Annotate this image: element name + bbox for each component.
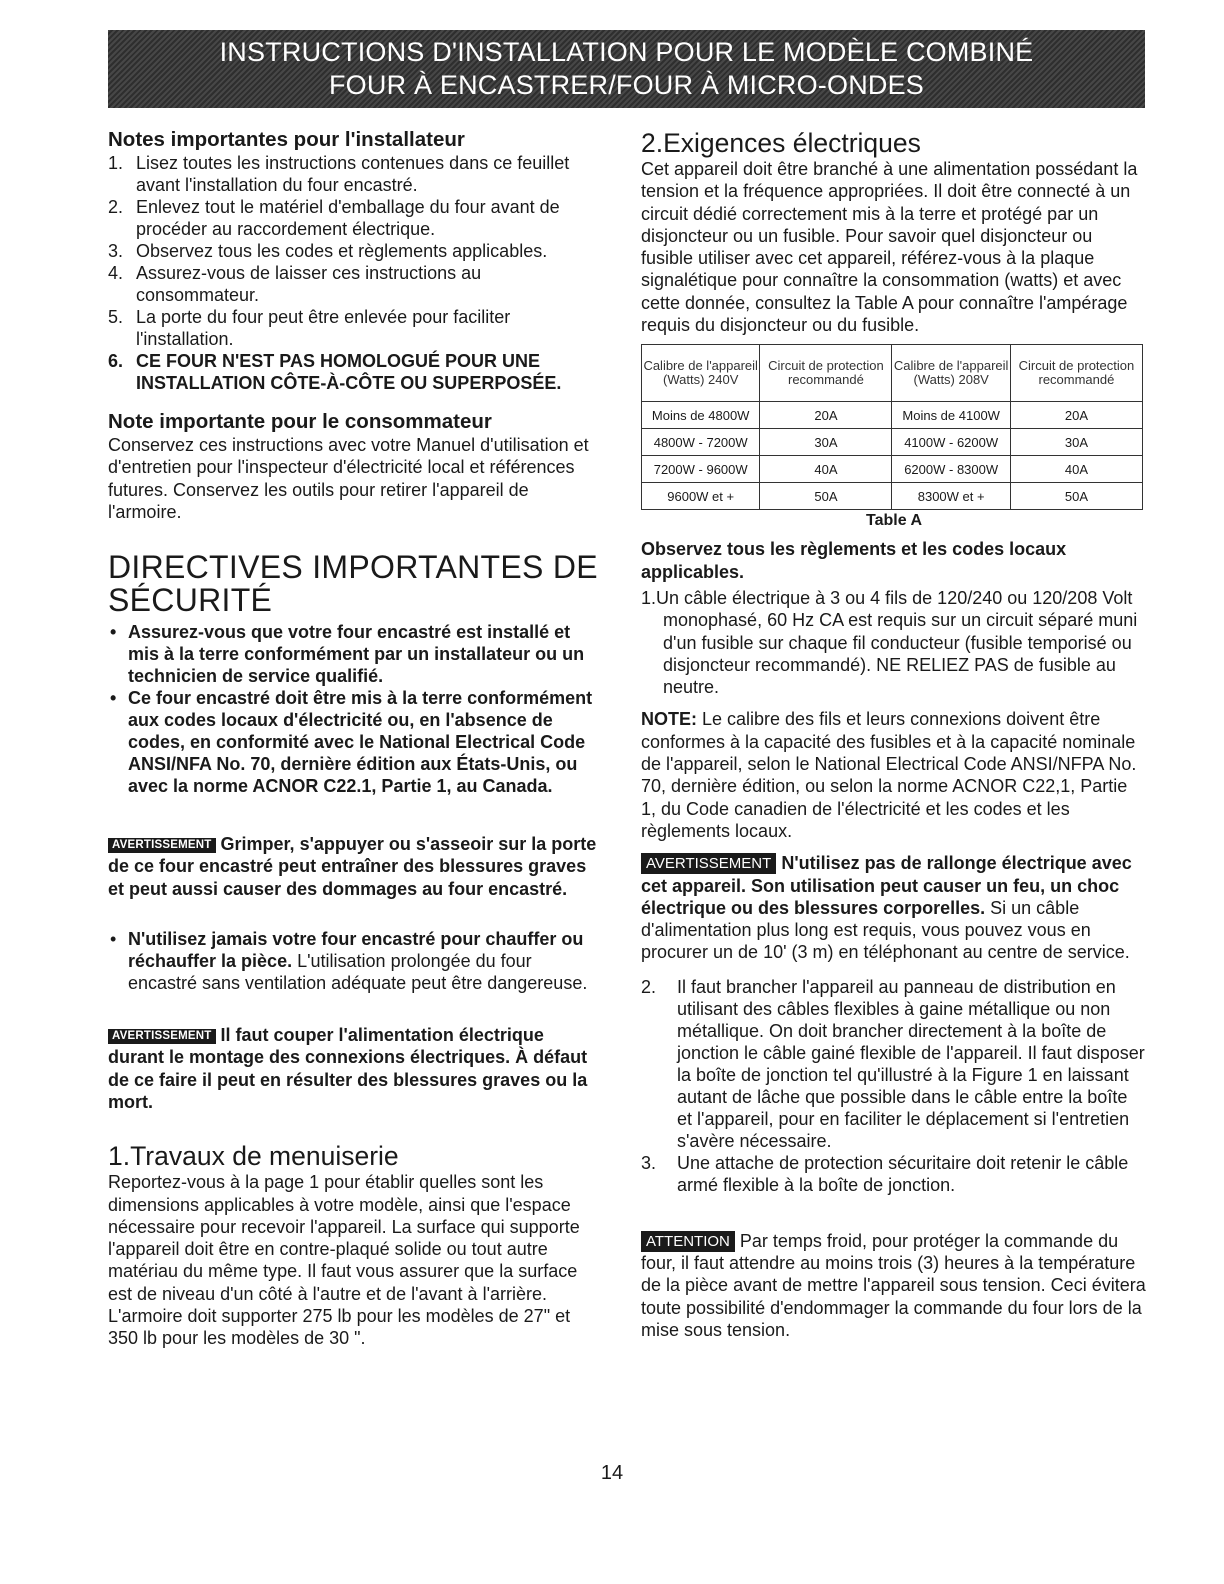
table-cell: 50A: [760, 483, 892, 510]
installer-notes-list: [108, 152, 600, 394]
consumer-note-title: Note importante pour le consommateur: [108, 410, 492, 433]
electrical-text: Cet appareil doit être branché à une alimentation possédant la tension et la fréquence appropriées. Il doit être connecté à un circuit dédié correctement mis à la terre et protégé par un disjoncteur ou un fusible. Pour savoir quel disjoncteur ou fusible utiliser avec cet appareil, référez-vous à la plaque signalétique pour connaître la consommation (watts) et avec cette donnée, consultez la Table A pour connaître l'ampérage requis du disjoncteur ou du fusible.: [641, 159, 1138, 336]
amperage-table: [641, 344, 1143, 510]
warning-door: AVERTISSEMENT Grimper, s'appuyer ou s'asseoir sur la porte de ce four encastré peut entraîner des blessures graves et peut aussi causer des dommages au four encastré.: [108, 834, 597, 899]
consumer-note-text: Conservez ces instructions avec votre Manuel d'utilisation et d'entretien pour l'inspecteur d'électricité local et références futures. Conservez les outils pour retirer l'appareil de l'armoire.: [108, 435, 589, 522]
banner-line-1: INSTRUCTIONS D'INSTALLATION POUR LE MODÈLE COMBINÉ: [219, 37, 1034, 67]
table-cell: 30A: [1010, 429, 1142, 456]
banner-line-2: FOUR À ENCASTRER/FOUR À MICRO-ONDES: [328, 70, 925, 100]
title-banner: [108, 30, 1145, 108]
list-item: 5. La porte du four peut être enlevée pour faciliter l'installation.: [108, 307, 511, 349]
electrical-item-1: 1.Un câble électrique à 3 ou 4 fils de 120/240 ou 120/208 Volt monophasé, 60 Hz CA est requis sur un circuit séparé muni d'un fusible sur chaque fil conducteur (fusible temporisé ou disjoncteur recommandé). NE RELIEZ PAS de fusible au neutre.: [641, 587, 1138, 698]
table-header: Circuit de protection recommandé: [1010, 345, 1142, 402]
table-cell: 50A: [1010, 483, 1142, 510]
table-header: Calibre de l'appareil (Watts) 240V: [642, 345, 760, 402]
page-number: 14: [600, 1462, 624, 1484]
table-cell: 8300W et +: [892, 483, 1010, 510]
list-item: 3. Observez tous les codes et règlements applicables.: [108, 241, 548, 261]
list-item: 3. Une attache de protection sécuritaire doit retenir le câble armé flexible à la boîte de jonction.: [641, 1152, 1129, 1195]
table-cell: 4100W - 6200W: [892, 429, 1010, 456]
warning-extension-cord: AVERTISSEMENT N'utilisez pas de rallonge électrique avec cet appareil. Son utilisation peut causer un feu, un choc électrique ou des blessures corporelles. Si un câble d'alimentation plus long est requis, vous pouvez vous en procurer un de 10' (3 m) en téléphonant au centre de service.: [641, 853, 1132, 963]
table-header-row: [642, 345, 1143, 402]
table-cell: 30A: [760, 429, 892, 456]
safety-bullets: [108, 621, 600, 797]
installer-notes-title: Notes importantes pour l'installateur: [108, 128, 465, 151]
table-cell: 40A: [1010, 456, 1142, 483]
list-item: 2. Enlevez tout le matériel d'emballage du four avant de procéder au raccordement électrique.: [108, 197, 560, 239]
note-paragraph: NOTE: Le calibre des fils et leurs connexions doivent être conformes à la capacité des fusibles et à la capacité nominale de l'appareil, selon le National Electrical Code ANSI/NFPA No. 70, dernière édition, ou selon la norme ACNOR C22,1, Partie 1, du Code canadien de l'électricité et les codes et les règlements locaux.: [641, 709, 1137, 841]
table-row: [642, 456, 1143, 483]
list-item: 2. Il faut brancher l'appareil au panneau de distribution en utilisant des câbles flexibles à gaine métallique ou non métallique. On doit brancher directement à la boîte de jonction le câble gainé flexible de l'appareil. Il faut disposer la boîte de jonction tel qu'illustré à la Figure 1 en laissant autant de lâche que possible dans le câble entre la boîte et l'appareil, pour en faciliter le déplacement si l'entretien s'avère nécessaire.: [641, 976, 1145, 1151]
table-cell: 20A: [1010, 402, 1142, 429]
warning-badge: AVERTISSEMENT: [108, 1029, 216, 1044]
table-cell: 7200W - 9600W: [642, 456, 760, 483]
list-item: • Ce four encastré doit être mis à la terre conformément aux codes locaux d'électricité ou, en l'absence de codes, en conformité avec le National Electrical Code ANSI/NFA No. 70, dernière édition aux États-Unis, ou avec la norme ACNOR C22.1, Partie 1, au Canada.: [110, 688, 593, 797]
electrical-steps: [641, 976, 1147, 1196]
observe-heading: Observez tous les règlements et les codes locaux applicables.: [641, 539, 1067, 582]
list-item: • Assurez-vous que votre four encastré est installé et mis à la terre conformément par un installateur ou un technicien de service qualifié.: [110, 622, 585, 687]
list-item: 1. Lisez toutes les instructions contenues dans ce feuillet avant l'installation du four encastré.: [108, 153, 570, 195]
electrical-title: 2.Exigences électriques: [641, 128, 921, 158]
table-cell: 40A: [760, 456, 892, 483]
warning-badge: AVERTISSEMENT: [641, 853, 776, 874]
table-row: [642, 402, 1143, 429]
table-cell: 4800W - 7200W: [642, 429, 760, 456]
carpentry-title: 1.Travaux de menuiserie: [108, 1141, 399, 1172]
table-cell: 20A: [760, 402, 892, 429]
warning-power: AVERTISSEMENT Il faut couper l'alimentation électrique durant le montage des connexions électriques. À défaut de ce faire il peut en résulter des blessures graves ou la mort.: [108, 1025, 588, 1112]
table-cell: 6200W - 8300W: [892, 456, 1010, 483]
table-cell: Moins de 4100W: [892, 402, 1010, 429]
attention-paragraph: ATTENTION Par temps froid, pour protéger la commande du four, il faut attendre au moins trois (3) heures à la température de la pièce avant de mettre l'appareil sous tension. Ceci évitera toute possibilité d'endommager la commande du four lors de la mise sous tension.: [641, 1230, 1146, 1340]
list-item: 4. Assurez-vous de laisser ces instructions au consommateur.: [108, 263, 482, 305]
left-column: [108, 128, 600, 1350]
list-item: • N'utilisez jamais votre four encastré pour chauffer ou réchauffer la pièce. L'utilisation prolongée du four encastré sans ventilation adéquate peut être dangereuse.: [110, 929, 588, 994]
list-item: 6. CE FOUR N'EST PAS HOMOLOGUÉ POUR UNE INSTALLATION CÔTE-À-CÔTE OU SUPERPOSÉE.: [108, 351, 562, 393]
safety-title: DIRECTIVES IMPORTANTES DE SÉCURITÉ: [108, 549, 598, 619]
table-row: [642, 483, 1143, 510]
table-row: [642, 429, 1143, 456]
table-caption: Table A: [865, 512, 922, 530]
right-column: [641, 128, 1147, 1341]
table-cell: 9600W et +: [642, 483, 760, 510]
table-header: Calibre de l'appareil (Watts) 208V: [892, 345, 1010, 402]
table-header: Circuit de protection recommandé: [760, 345, 892, 402]
table-cell: Moins de 4800W: [642, 402, 760, 429]
heating-bullet: [108, 928, 600, 994]
warning-badge: AVERTISSEMENT: [108, 838, 216, 853]
carpentry-text: Reportez-vous à la page 1 pour établir quelles sont les dimensions applicables à votre modèle, ainsi que l'espace nécessaire pour recevoir l'appareil. La surface qui supporte l'appareil doit être en contre-plaqué solide ou tout autre matériau du même type. Il faut vous assurer que la surface est de niveau d'un côté à l'autre et de l'avant à l'arrière. L'armoire doit supporter 275 lb pour les modèles de 27" et 350 lb pour les modèles de 30 ".: [108, 1172, 580, 1349]
attention-badge: ATTENTION: [641, 1231, 735, 1252]
